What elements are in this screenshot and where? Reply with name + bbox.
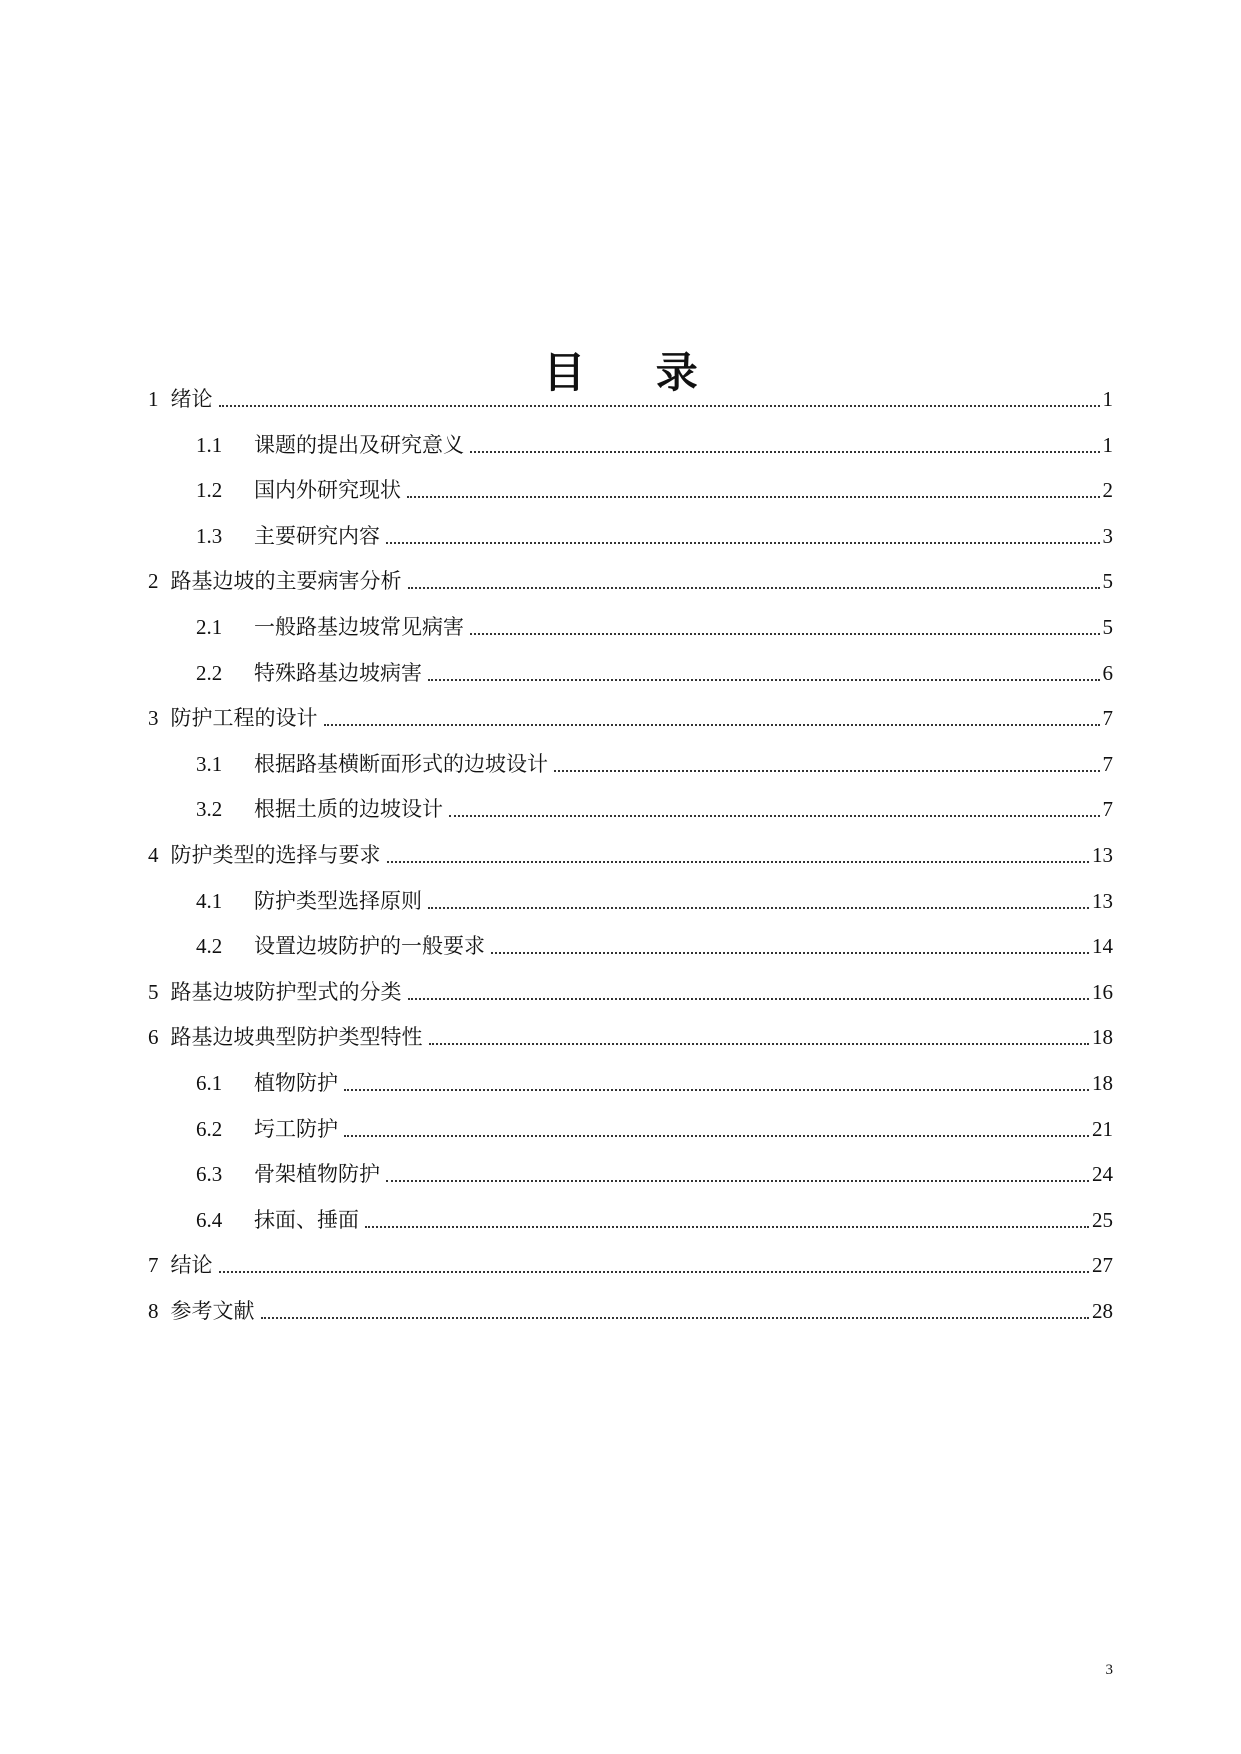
toc-entry-page: 25 bbox=[1092, 1207, 1113, 1232]
toc-entry-title: 参考文献 bbox=[170, 1299, 255, 1323]
toc-entry-number: 3.2 bbox=[196, 797, 223, 822]
toc-entry-title: 圬工防护 bbox=[254, 1116, 338, 1141]
toc-entry[interactable] bbox=[196, 1068, 1113, 1098]
toc-dot-leader bbox=[449, 815, 1100, 817]
toc-entry-title: 根据土质的边坡设计 bbox=[254, 797, 443, 822]
page-number: 3 bbox=[1105, 1662, 1113, 1678]
toc-entry-number: 5 bbox=[148, 979, 159, 1004]
toc-entry-title: 国内外研究现状 bbox=[254, 478, 401, 503]
toc-entry[interactable] bbox=[196, 886, 1113, 916]
toc-dot-leader bbox=[324, 724, 1100, 726]
toc-entry-page: 7 bbox=[1102, 751, 1113, 776]
toc-entry-page: 18 bbox=[1092, 1071, 1113, 1095]
page-title: 目 录 bbox=[543, 348, 726, 397]
toc-dot-leader bbox=[491, 952, 1089, 954]
toc-entry-title: 根据路基横断面形式的边坡设计 bbox=[254, 751, 548, 776]
toc-entry[interactable] bbox=[196, 475, 1113, 505]
toc-entry-page: 16 bbox=[1092, 979, 1113, 1004]
toc-entry-number: 6.1 bbox=[196, 1071, 223, 1095]
toc-entry-number: 2 bbox=[148, 569, 159, 594]
toc-entry-title: 设置边坡防护的一般要求 bbox=[254, 934, 485, 959]
toc-entry[interactable] bbox=[148, 840, 1113, 870]
toc-entry-page: 13 bbox=[1092, 888, 1113, 913]
toc-entry-title: 路基边坡典型防护类型特性 bbox=[170, 1025, 423, 1050]
toc-entry-number: 6.2 bbox=[196, 1116, 223, 1141]
toc-entry-page: 1 bbox=[1102, 387, 1113, 411]
toc-dot-leader bbox=[554, 770, 1100, 772]
toc-entry-title: 防护工程的设计 bbox=[170, 706, 318, 731]
toc-entry[interactable] bbox=[148, 977, 1113, 1007]
toc-entry-number: 4 bbox=[148, 843, 159, 867]
toc-entry[interactable] bbox=[196, 931, 1113, 961]
toc-entry[interactable] bbox=[196, 521, 1113, 551]
toc-entry-page: 27 bbox=[1092, 1253, 1113, 1278]
toc-entry-number: 2.1 bbox=[196, 615, 223, 639]
toc-entry-page: 1 bbox=[1102, 432, 1113, 457]
toc-entry[interactable] bbox=[196, 749, 1113, 779]
toc-entry-page: 28 bbox=[1092, 1299, 1113, 1323]
toc-entry-title: 特殊路基边坡病害 bbox=[254, 660, 422, 685]
toc-entry-title: 防护类型的选择与要求 bbox=[170, 843, 381, 867]
toc-entry-title: 课题的提出及研究意义 bbox=[254, 432, 464, 457]
toc-entry[interactable] bbox=[196, 430, 1113, 460]
toc-entry-title: 植物防护 bbox=[254, 1071, 338, 1095]
toc-entry-number: 1 bbox=[148, 387, 159, 411]
toc-entry[interactable] bbox=[196, 1205, 1113, 1235]
toc-dot-leader bbox=[386, 1180, 1089, 1182]
toc-entry[interactable] bbox=[148, 1022, 1113, 1052]
toc-entry-page: 3 bbox=[1102, 523, 1113, 548]
toc-dot-leader bbox=[387, 861, 1090, 863]
toc-entry-number: 2.2 bbox=[196, 660, 223, 685]
toc-entry[interactable] bbox=[196, 794, 1113, 824]
toc-entry-title: 路基边坡防护型式的分类 bbox=[170, 979, 402, 1004]
toc-entry-number: 6.3 bbox=[196, 1162, 223, 1187]
toc-dot-leader bbox=[219, 1271, 1090, 1273]
toc-entry-number: 1.1 bbox=[196, 432, 223, 457]
toc-entry-number: 6.4 bbox=[196, 1207, 223, 1232]
toc-entry-page: 5 bbox=[1102, 569, 1113, 594]
toc-entry-page: 13 bbox=[1092, 843, 1113, 867]
toc-entry-page: 5 bbox=[1102, 615, 1113, 639]
toc-entry[interactable] bbox=[148, 703, 1113, 733]
toc-entry-page: 24 bbox=[1092, 1162, 1113, 1187]
toc-entry-page: 14 bbox=[1092, 934, 1113, 959]
toc-entry-page: 18 bbox=[1092, 1025, 1113, 1050]
toc-entry[interactable] bbox=[196, 1159, 1113, 1189]
toc-dot-leader bbox=[344, 1135, 1089, 1137]
toc-dot-leader bbox=[428, 907, 1089, 909]
toc-entry-number: 6 bbox=[148, 1025, 159, 1050]
toc-entry[interactable] bbox=[148, 1250, 1113, 1280]
toc-entry-title: 防护类型选择原则 bbox=[254, 888, 422, 913]
toc-entry-title: 路基边坡的主要病害分析 bbox=[170, 569, 402, 594]
toc-entry-number: 7 bbox=[148, 1253, 159, 1278]
toc-entry[interactable] bbox=[148, 566, 1113, 596]
toc-dot-leader bbox=[470, 633, 1100, 635]
toc-dot-leader bbox=[428, 679, 1100, 681]
toc-dot-leader bbox=[219, 405, 1100, 407]
toc-entry-page: 6 bbox=[1102, 660, 1113, 685]
toc-dot-leader bbox=[408, 587, 1100, 589]
toc-entry-page: 7 bbox=[1102, 797, 1113, 822]
toc-dot-leader bbox=[470, 451, 1100, 453]
toc-entry-number: 4.1 bbox=[196, 888, 223, 913]
toc-entry-title: 骨架植物防护 bbox=[254, 1162, 380, 1187]
toc-entry-title: 抹面、捶面 bbox=[254, 1207, 359, 1232]
toc-entry[interactable] bbox=[196, 658, 1113, 688]
toc-entry-page: 7 bbox=[1102, 706, 1113, 731]
toc-entry-title: 结论 bbox=[170, 1253, 213, 1278]
toc-entry-number: 3 bbox=[148, 706, 159, 731]
toc-entry-number: 3.1 bbox=[196, 751, 223, 776]
toc-entry[interactable] bbox=[196, 1114, 1113, 1144]
toc-dot-leader bbox=[407, 496, 1100, 498]
toc-entry-title: 主要研究内容 bbox=[254, 523, 380, 548]
toc-dot-leader bbox=[386, 542, 1100, 544]
toc-entry-number: 1.2 bbox=[196, 478, 223, 503]
toc-entry[interactable] bbox=[148, 384, 1113, 414]
toc-entry-page: 2 bbox=[1102, 478, 1113, 503]
toc-dot-leader bbox=[365, 1226, 1089, 1228]
toc-dot-leader bbox=[408, 998, 1090, 1000]
toc-entry[interactable] bbox=[196, 612, 1113, 642]
toc-dot-leader bbox=[429, 1043, 1090, 1045]
toc-entry[interactable] bbox=[148, 1296, 1113, 1326]
toc-entry-number: 1.3 bbox=[196, 523, 223, 548]
toc-entry-page: 21 bbox=[1092, 1116, 1113, 1141]
toc-entry-title: 绪论 bbox=[170, 387, 213, 411]
toc-dot-leader bbox=[344, 1089, 1089, 1091]
toc-dot-leader bbox=[261, 1317, 1090, 1319]
toc-entry-number: 8 bbox=[148, 1299, 159, 1323]
toc-entry-number: 4.2 bbox=[196, 934, 223, 959]
toc-entry-title: 一般路基边坡常见病害 bbox=[254, 615, 464, 639]
